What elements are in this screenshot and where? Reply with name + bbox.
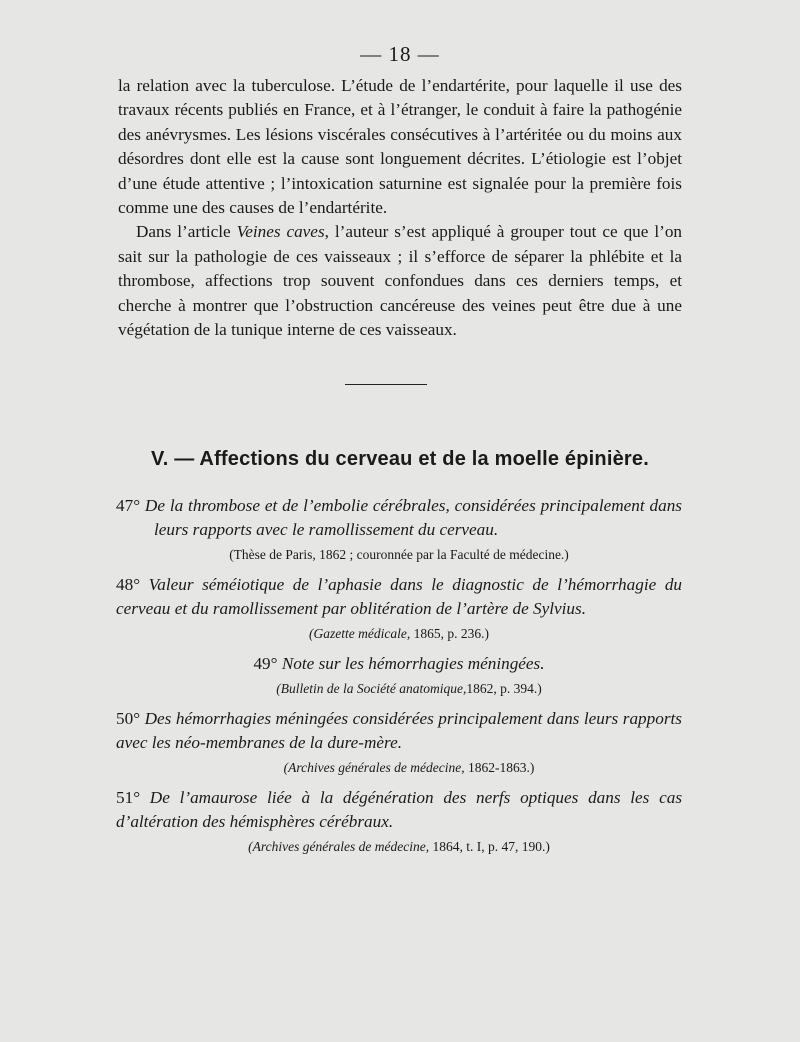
reference-source: (Gazette médicale, xyxy=(309,626,411,641)
entry-title xyxy=(116,707,682,755)
entry-number: 51° xyxy=(116,788,141,807)
entry-title-text: Valeur séméiotique de l’aphasie dans le diagnostic de l’hémorrhagie du cerveau et du ramollissement par oblitération de l’artère de Sylvius. xyxy=(116,575,683,618)
list-item xyxy=(116,494,682,565)
reference-detail: 1862-1863.) xyxy=(467,760,535,775)
list-item xyxy=(116,573,682,644)
entry-title-text: De l’amaurose liée à la dégénération des nerfs optiques dans les cas d’altération des hémisphères cérébraux. xyxy=(116,788,683,831)
reference-source: (Archives générales de médecine, xyxy=(248,839,430,854)
section-heading: V. — Affections du cerveau et de la moelle épinière. xyxy=(151,448,649,470)
entry-title xyxy=(116,494,682,542)
entry-reference xyxy=(116,545,682,565)
reference-detail: 1862, p. 394.) xyxy=(466,681,542,696)
entry-title-text: De la thrombose et de l’embolie cérébrales, considérées principalement dans leurs rapports avec le ramollissement du cerveau. xyxy=(144,496,682,539)
entry-reference xyxy=(116,758,682,778)
entry-reference xyxy=(116,679,682,699)
paragraph-text: , l’auteur s’est appliqué à grouper tout ce que l’on sait sur la pathologie de ces vaisseaux ; il s’efforce de séparer la phlébite et la thrombose, affections trop souvent confondues dans ces derniers temps, et cherche à montrer que l’obstruction cancéreuse des veines peut être due à une végétation de la tunique interne de ces vaisseaux. xyxy=(118,222,683,340)
entry-reference xyxy=(116,624,682,644)
reference-source: (Bulletin de la Société anatomique, xyxy=(276,681,467,696)
entry-number: 48° xyxy=(116,575,141,594)
entry-number: 50° xyxy=(116,709,141,728)
paragraph-text: Dans l’article xyxy=(136,222,231,242)
page-number: — 18 — xyxy=(360,42,440,66)
article-title: Veines caves xyxy=(236,222,325,242)
list-item xyxy=(116,652,682,699)
paragraph xyxy=(118,220,682,342)
reference-source: (Thèse de Paris, 1862 ; couronnée par la Faculté de médecine.) xyxy=(229,547,569,562)
reference-source: (Archives générales de médecine, xyxy=(283,760,465,775)
reference-detail: 1864, t. I, p. 47, 190.) xyxy=(432,839,550,854)
entry-title xyxy=(116,652,682,676)
entry-number: 47° xyxy=(116,496,141,515)
body-text xyxy=(118,74,682,342)
entry-reference xyxy=(116,837,682,857)
section-divider xyxy=(345,384,427,385)
entry-number: 49° xyxy=(253,654,278,673)
list-item xyxy=(116,786,682,857)
paragraph: la relation avec la tuberculose. L’étude de l’endartérite, pour laquelle il use des travaux récents publiés en France, et à l’étranger, le conduit à faire la pathogénie des anévrysmes. Les lésions viscérales consécutives à l’artéritée ou du moins aux désordres dont elle est la cause sont longuement décrites. L’étiologie est l’objet d’une étude attentive ; l’intoxication saturnine est signalée pour la première fois comme une des causes de l’endartérite. xyxy=(118,76,682,218)
list-item xyxy=(116,707,682,778)
entry-title-text: Note sur les hémorrhagies méningées. xyxy=(281,654,545,673)
reference-detail: 1865, p. 236.) xyxy=(413,626,489,641)
entry-title-text: Des hémorrhagies méningées considérées principalement dans leurs rapports avec les néo-membranes de la dure-mère. xyxy=(116,709,682,752)
publication-list xyxy=(116,494,682,865)
entry-title xyxy=(116,573,682,621)
entry-title xyxy=(116,786,682,834)
